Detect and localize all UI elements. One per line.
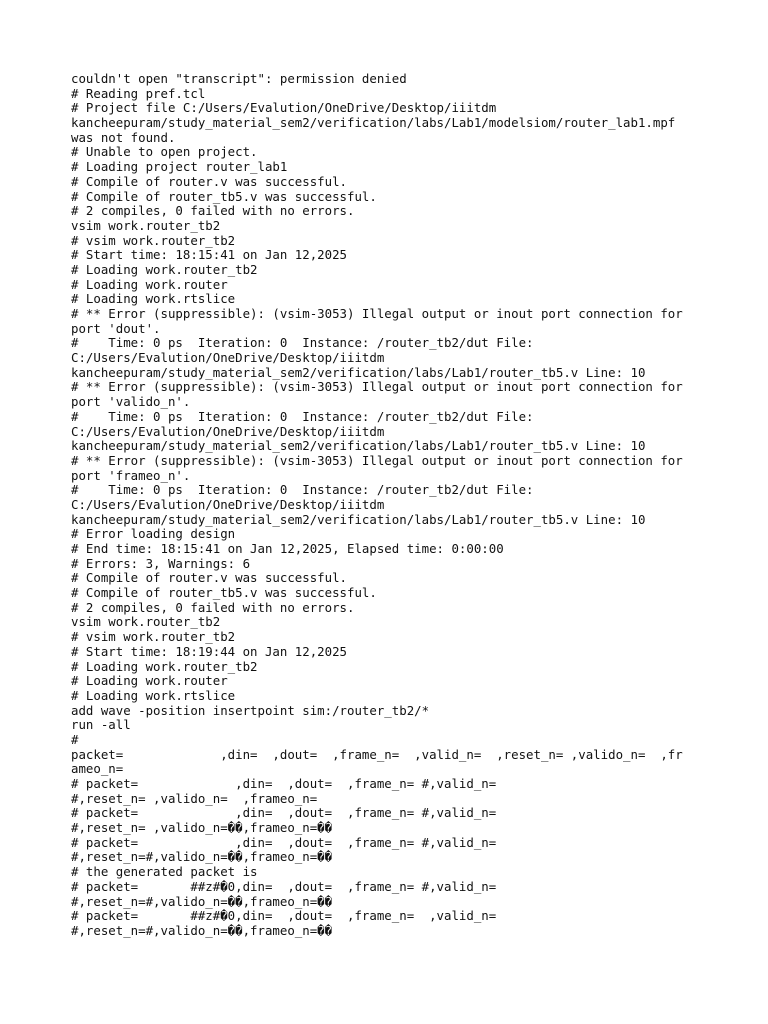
transcript-line: # ** Error (suppressible): (vsim-3053) Illegal output or inout port connection for [71,306,683,321]
transcript-line: # the generated packet is [71,864,258,880]
transcript-line: C:/Users/Evalution/OneDrive/Desktop/iiitdm [71,423,385,439]
transcript-line: # vsim work.router_tb2 [71,629,236,645]
transcript-line: # Loading project router_lab1 [71,159,288,175]
transcript-line: # Loading work.router_tb2 [71,261,258,277]
transcript-line: packet= ,din= ,dout= ,frame_n= ,valid_n= ,reset_n= ,valido_n= ,fr [71,746,683,762]
transcript-line: add wave -position insertpoint sim:/router_tb2/* [71,702,430,718]
transcript-line: # Loading work.rtslice [71,291,236,307]
transcript-line: was not found. [71,129,176,145]
transcript-line: # Loading work.router [71,673,228,689]
transcript-line: # Unable to open project. [71,144,258,160]
transcript-line: #,reset_n= ,valido_n=��,frameo_n=�� [71,820,333,836]
transcript-line: # Compile of router.v was successful. [71,570,348,586]
transcript-line: # 2 compiles, 0 failed with no errors. [71,203,355,219]
transcript-line: run -all [71,717,131,733]
transcript-line: port 'dout'. [71,320,161,336]
transcript-line: # Compile of router.v was successful. [71,173,348,189]
transcript-line: #,reset_n=#,valido_n=��,frameo_n=�� [71,849,333,865]
transcript-line: # Start time: 18:19:44 on Jan 12,2025 [71,643,348,659]
transcript-line: # packet= ##z#�0,din= ,dout= ,frame_n= #,valid_n= [71,878,497,894]
transcript-line: # Time: 0 ps Iteration: 0 Instance: /router_tb2/dut File: [71,482,534,498]
transcript-line: # packet= ,din= ,dout= ,frame_n= #,valid_n= [71,834,497,850]
transcript-line: C:/Users/Evalution/OneDrive/Desktop/iiitdm [71,350,385,366]
transcript-line: kancheepuram/study_material_sem2/verification/labs/Lab1/router_tb5.v Line: 10 [71,364,646,380]
transcript-line: C:/Users/Evalution/OneDrive/Desktop/iiitdm [71,496,385,512]
transcript-line: # vsim work.router_tb2 [71,232,236,248]
transcript-line: vsim work.router_tb2 [71,217,221,233]
transcript-line: kancheepuram/study_material_sem2/verification/labs/Lab1/router_tb5.v Line: 10 [71,438,646,454]
transcript-line: # Loading work.router [71,276,228,292]
transcript-line: # ** Error (suppressible): (vsim-3053) Illegal output or inout port connection for [71,379,683,395]
transcript-line: # packet= ,din= ,dout= ,frame_n= #,valid_n= [71,805,497,821]
transcript-line: vsim work.router_tb2 [71,614,221,630]
transcript-line: #,reset_n= ,valido_n= ,frameo_n= [71,790,318,806]
transcript-line: # packet= ##z#�0,din= ,dout= ,frame_n= ,valid_n= [71,908,497,924]
transcript-line: # 2 compiles, 0 failed with no errors. [71,599,355,615]
transcript-line: # ** Error (suppressible): (vsim-3053) Illegal output or inout port connection for [71,452,683,468]
transcript-line: port 'valido_n'. [71,394,191,410]
transcript-log [71,72,741,939]
transcript-line: # Compile of router_tb5.v was successful. [71,188,377,204]
transcript-line: # Errors: 3, Warnings: 6 [71,555,251,571]
transcript-line: #,reset_n=#,valido_n=��,frameo_n=�� [71,922,333,938]
transcript-line: # Reading pref.tcl [71,85,206,101]
transcript-line: couldn't open "transcript": permission denied [71,71,407,86]
transcript-line: kancheepuram/study_material_sem2/verification/labs/Lab1/modelsiom/router_lab1.mpf [71,115,676,131]
transcript-line: kancheepuram/study_material_sem2/verification/labs/Lab1/router_tb5.v Line: 10 [71,511,646,527]
transcript-line: port 'frameo_n'. [71,467,191,483]
transcript-line: # Start time: 18:15:41 on Jan 12,2025 [71,247,348,263]
transcript-line: # Time: 0 ps Iteration: 0 Instance: /router_tb2/dut File: [71,335,534,351]
transcript-line: # Time: 0 ps Iteration: 0 Instance: /router_tb2/dut File: [71,408,534,424]
transcript-line: # Project file C:/Users/Evalution/OneDrive/Desktop/iiitdm [71,100,497,116]
transcript-line: # [71,731,79,747]
transcript-line: # Loading work.rtslice [71,687,236,703]
transcript-line: # Error loading design [71,526,236,542]
transcript-line: # End time: 18:15:41 on Jan 12,2025, Elapsed time: 0:00:00 [71,541,504,556]
transcript-line: # Compile of router_tb5.v was successful. [71,585,377,601]
transcript-line: # Loading work.router_tb2 [71,658,258,674]
transcript-line: # packet= ,din= ,dout= ,frame_n= #,valid_n= [71,776,497,791]
transcript-line: #,reset_n=#,valido_n=��,frameo_n=�� [71,893,333,909]
transcript-line: ameo_n= [71,761,124,777]
